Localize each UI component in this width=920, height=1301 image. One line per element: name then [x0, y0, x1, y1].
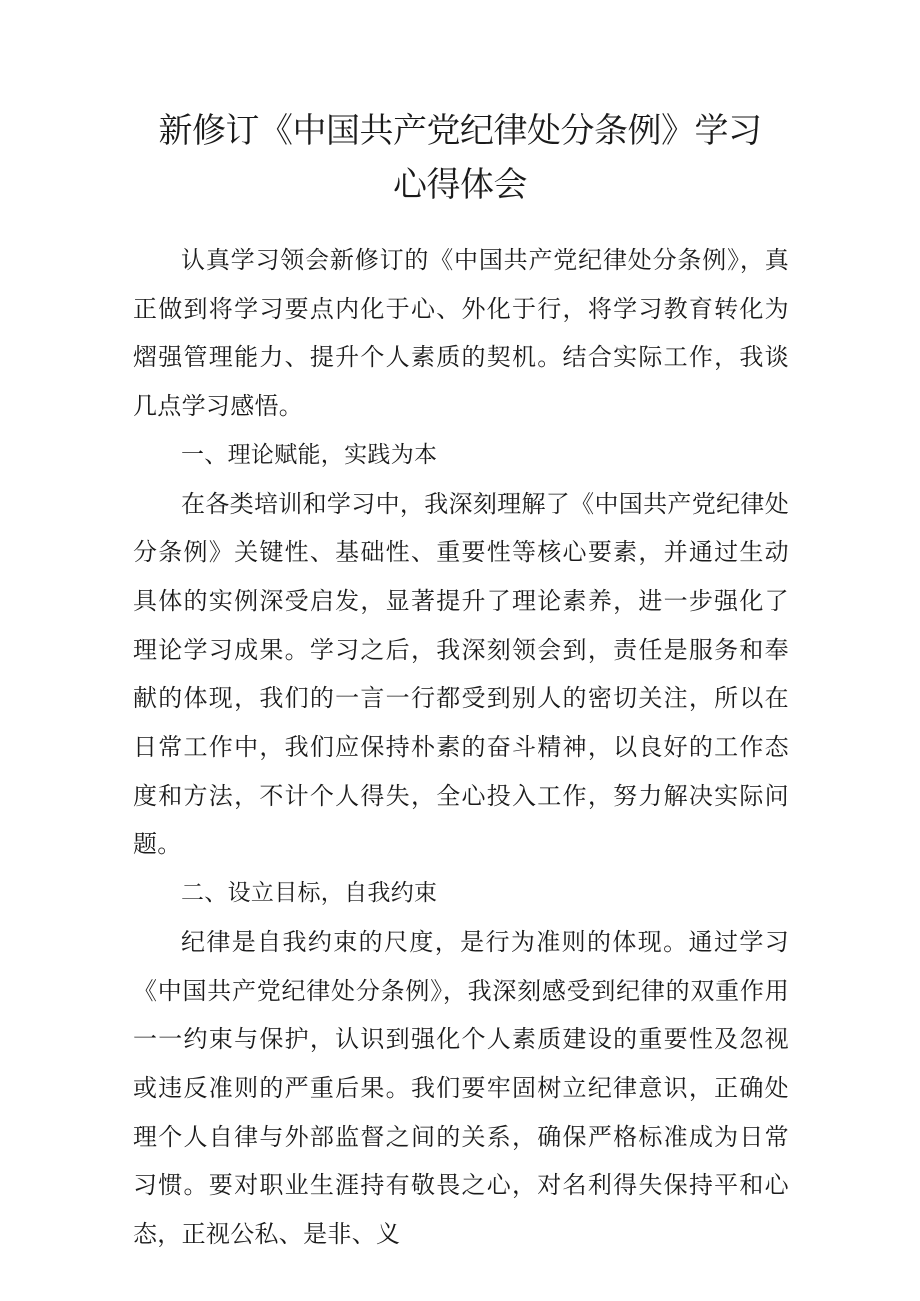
document-body [133, 236, 789, 1259]
section-1-paragraph: 在各类培训和学习中，我深刻理解了《中国共产党纪律处分条例》关键性、基础性、重要性等核心要素，并通过生动具体的实例深受启发，显著提升了理论素养，进一步强化了理论学习成果。学习之后，我深刻领会到，责任是服务和奉献的体现，我们的一言一行都受到别人的密切关注，所以在日常工作中，我们应保持朴素的奋斗精神，以良好的工作态度和方法，不计个人得失，全心投入工作，努力解决实际问题。 [133, 489, 789, 859]
title-line-1: 新修订《中国共产党纪律处分条例》学习 [158, 111, 762, 151]
section-2-heading: 二、设立目标，自我约束 [181, 880, 438, 907]
intro-paragraph: 认真学习领会新修订的《中国共产党纪律处分条例》，真正做到将学习要点内化于心、外化于行，将学习教育转化为熠强管理能力、提升个人素质的契机。结合实际工作，我谈几点学习感悟。 [133, 246, 789, 421]
section-1-heading: 一、理论赋能，实践为本 [181, 441, 438, 468]
title-line-2: 心得体会 [393, 165, 527, 205]
section-2-paragraph: 纪律是自我约束的尺度，是行为准则的体现。通过学习《中国共产党纪律处分条例》，我深刻感受到纪律的双重作用一一约束与保护，认识到强化个人素质建设的重要性及忽视或违反准则的严重后果。我们要牢固树立纪律意识，正确处理个人自律与外部监督之间的关系，确保严格标准成为日常习惯。要对职业生涯持有敬畏之心，对名利得失保持平和心态，正视公私、是非、义 [133, 927, 789, 1249]
document-title [0, 104, 920, 212]
